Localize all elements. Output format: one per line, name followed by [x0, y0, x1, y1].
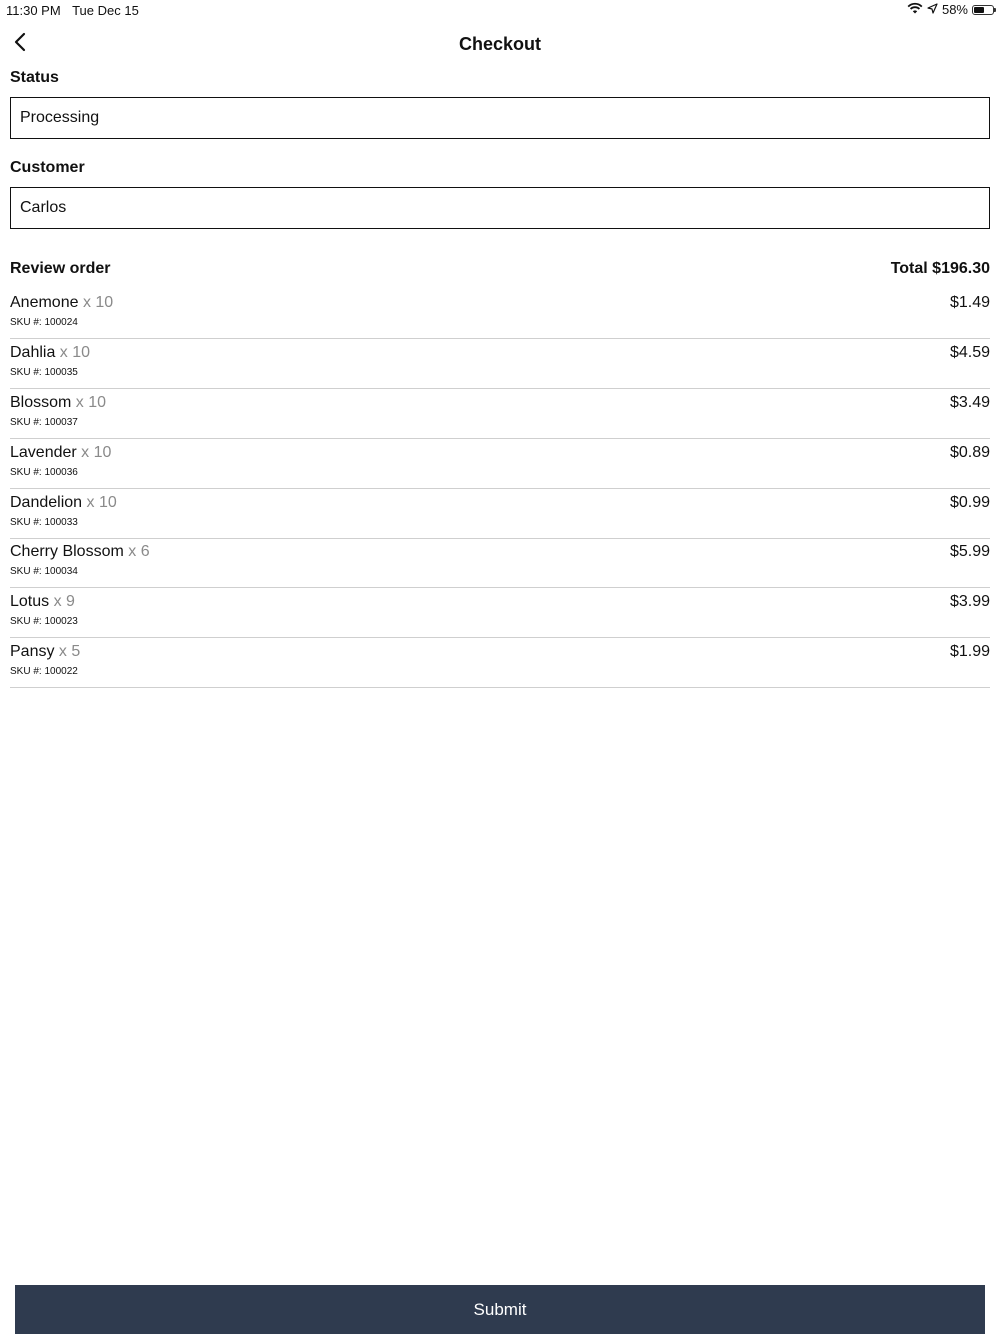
- review-title: Review order: [10, 260, 111, 277]
- wifi-icon: [907, 2, 923, 17]
- item-sku: SKU #: 100023: [10, 616, 78, 628]
- item-price: $0.99: [949, 493, 990, 511]
- status-right: [907, 2, 994, 17]
- item-quantity: x 6: [123, 543, 150, 561]
- item-quantity: x 10: [76, 443, 112, 461]
- item-price: $5.99: [949, 543, 990, 561]
- item-name: [10, 394, 106, 412]
- order-item: [10, 440, 990, 489]
- item-title: Lavender: [10, 443, 77, 461]
- item-sku: SKU #: 100033: [10, 516, 78, 528]
- item-price: $1.99: [949, 643, 990, 661]
- item-quantity: x 10: [82, 493, 117, 511]
- item-quantity: x 10: [78, 294, 114, 311]
- item-sku: SKU #: 100024: [10, 317, 78, 328]
- item-name: [10, 344, 90, 362]
- item-price: $3.49: [949, 393, 990, 411]
- item-price: $4.59: [949, 343, 990, 361]
- item-title: Dandelion: [10, 493, 83, 511]
- item-sku: SKU #: 100036: [10, 466, 78, 478]
- item-sku: SKU #: 100022: [10, 666, 78, 678]
- item-price: $1.49: [949, 294, 990, 311]
- order-item: [10, 390, 990, 439]
- status-bar: [0, 0, 1000, 20]
- order-item: [10, 639, 990, 688]
- order-item: [10, 539, 990, 588]
- nav-bar: [0, 22, 1000, 66]
- order-items-list: [10, 290, 990, 689]
- battery-icon: [972, 5, 994, 15]
- item-quantity: x 10: [71, 393, 107, 411]
- battery-level: [974, 7, 984, 13]
- status-field[interactable]: [10, 97, 990, 139]
- customer-field[interactable]: [10, 187, 990, 229]
- item-title: Lotus: [10, 593, 50, 611]
- order-item: [10, 290, 990, 339]
- order-total: Total $196.30: [890, 260, 990, 277]
- item-title: Blossom: [10, 393, 72, 411]
- item-title: Dahlia: [10, 343, 56, 361]
- item-name: [10, 294, 113, 312]
- item-title: Pansy: [10, 643, 55, 661]
- item-name: [10, 643, 80, 661]
- location-arrow-icon: [927, 2, 938, 17]
- item-name: [10, 444, 111, 462]
- item-name: [10, 494, 117, 512]
- customer-label: Customer: [10, 159, 85, 176]
- page-title: Checkout: [458, 34, 541, 54]
- item-sku: SKU #: 100035: [10, 366, 78, 378]
- item-price: $3.99: [949, 593, 990, 611]
- item-name: [10, 593, 75, 611]
- status-time: 11:30 PM: [6, 3, 61, 18]
- order-item: [10, 490, 990, 539]
- item-title: Cherry Blossom: [10, 543, 124, 561]
- item-quantity: x 10: [55, 343, 91, 361]
- status-left: [6, 3, 147, 18]
- item-name: [10, 543, 150, 561]
- order-item: [10, 340, 990, 389]
- battery-percent: 58%: [941, 2, 968, 17]
- review-header: [10, 260, 990, 278]
- item-quantity: x 9: [49, 593, 75, 611]
- status-date: Tue Dec 15: [72, 3, 139, 18]
- item-sku: SKU #: 100034: [10, 566, 78, 578]
- item-sku: SKU #: 100037: [10, 416, 78, 428]
- item-price: $0.89: [949, 443, 990, 461]
- item-quantity: x 5: [54, 643, 81, 661]
- item-title: Anemone: [10, 294, 79, 311]
- submit-button[interactable]: Submit: [15, 1285, 985, 1334]
- status-label: Status: [10, 69, 59, 86]
- order-item: [10, 589, 990, 638]
